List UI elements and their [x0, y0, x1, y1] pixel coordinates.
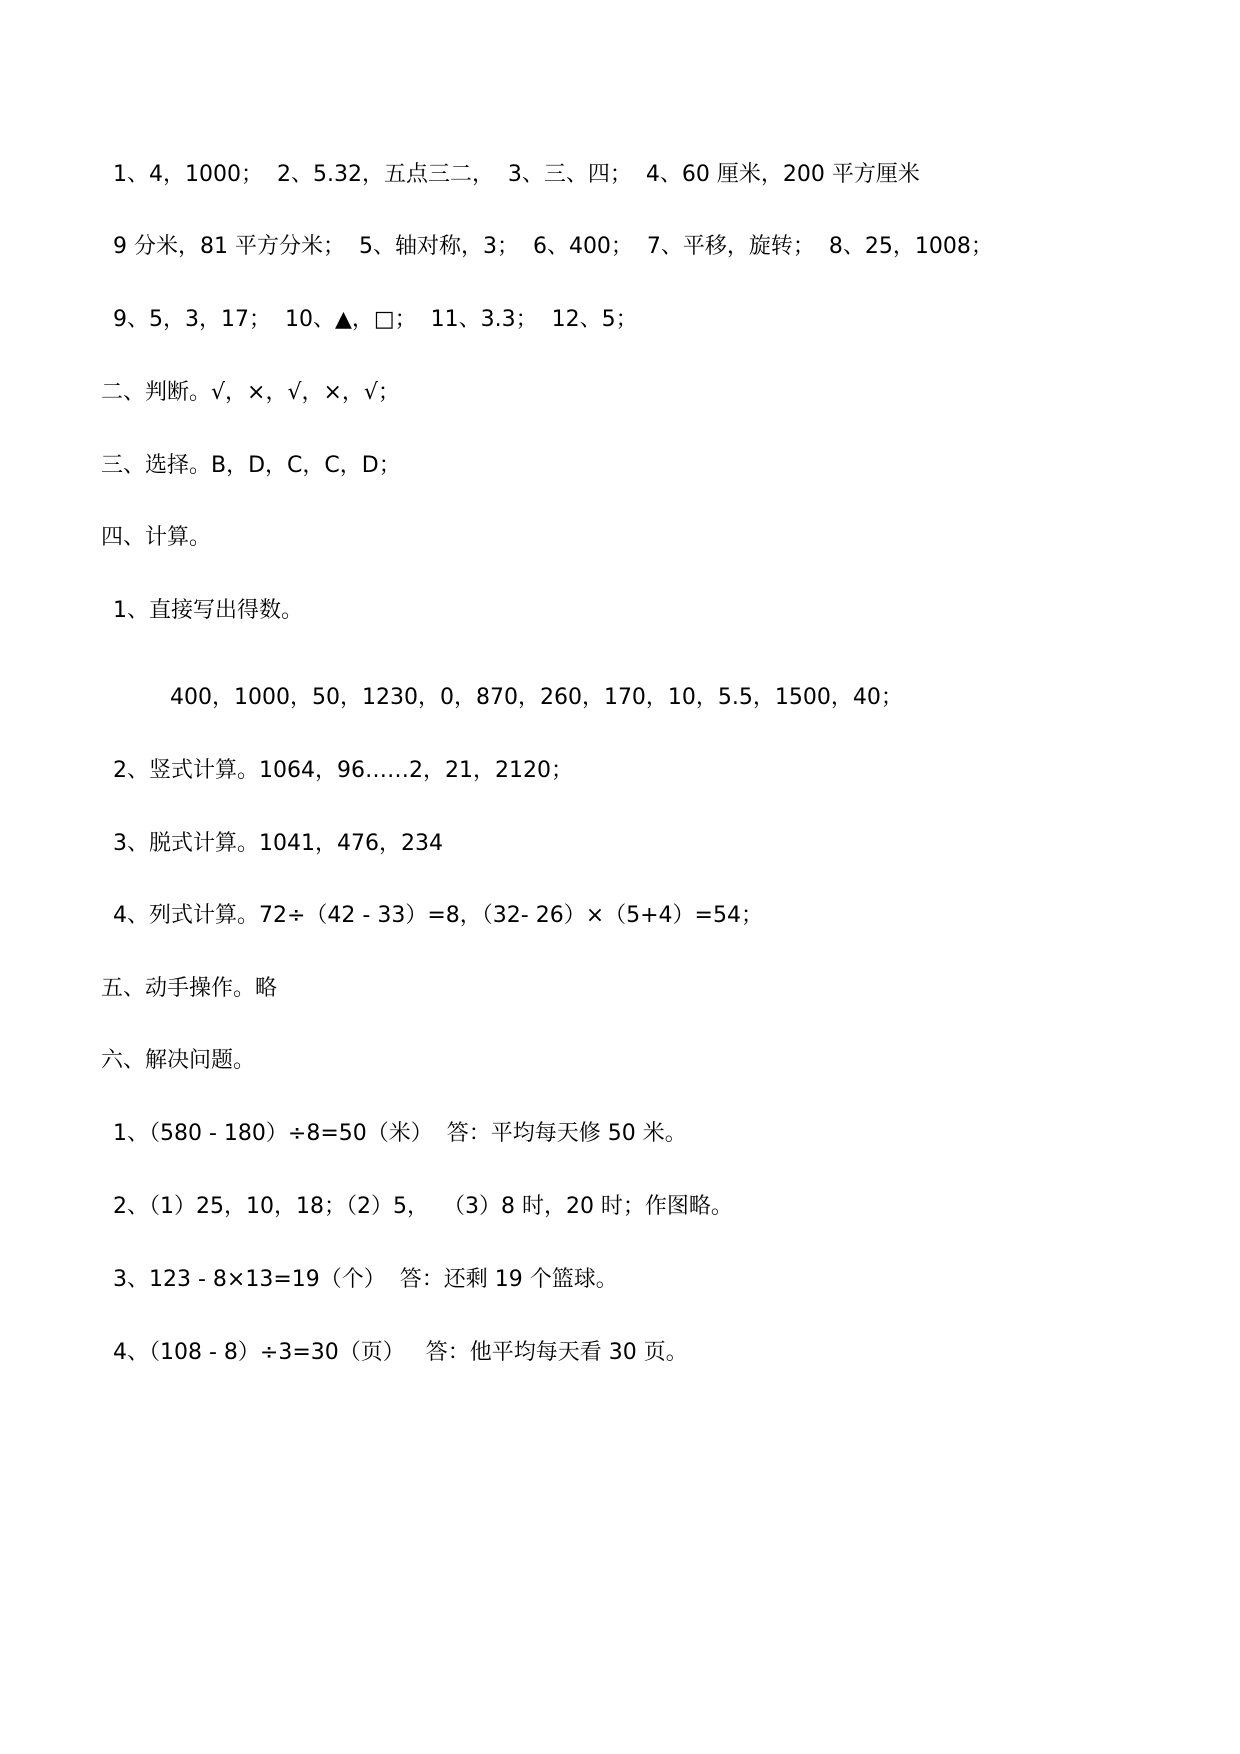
calc-vertical: 2、竖式计算。1064，96……2，21，2120； — [113, 758, 573, 783]
answer-line-1: 1、4，1000； 2、5.32，五点三二， 3、三、四； 4、60 厘米，200 平方厘米 — [113, 162, 920, 187]
answer-line-2: 9 分米，81 平方分米； 5、轴对称，3； 6、400； 7、平移，旋转； 8、25，1008； — [113, 234, 993, 259]
answer-line-3: 9、5，3，17； 10、▲，□； 11、3.3； 12、5； — [113, 307, 638, 332]
problem-4: 4、（108 - 8）÷3=30（页） 答：他平均每天看 30 页。 — [113, 1340, 688, 1365]
section-judgement: 二、判断。√，×，√，×，√； — [101, 380, 400, 405]
calc-direct-answers: 400，1000，50，1230，0，870，260，170，10，5.5，1500，40； — [170, 685, 903, 710]
calc-expression: 4、列式计算。72÷（42 - 33）=8，（32- 26）×（5+4）=54； — [113, 903, 763, 928]
section-hands-on: 五、动手操作。略 — [101, 976, 278, 1001]
problem-1: 1、（580 - 180）÷8=50（米） 答：平均每天修 50 米。 — [113, 1121, 687, 1146]
calc-direct-heading: 1、直接写出得数。 — [113, 598, 303, 623]
problem-3: 3、123 - 8×13=19（个） 答：还剩 19 个篮球。 — [113, 1267, 618, 1292]
problem-2: 2、（1）25，10，18；（2）5， （3）8 时，20 时；作图略。 — [113, 1194, 733, 1219]
calc-stepwise: 3、脱式计算。1041，476，234 — [113, 831, 443, 856]
section-choice: 三、选择。B，D，C，C，D； — [101, 453, 401, 478]
section-problems: 六、解决问题。 — [101, 1048, 256, 1073]
section-calculation: 四、计算。 — [101, 525, 212, 550]
